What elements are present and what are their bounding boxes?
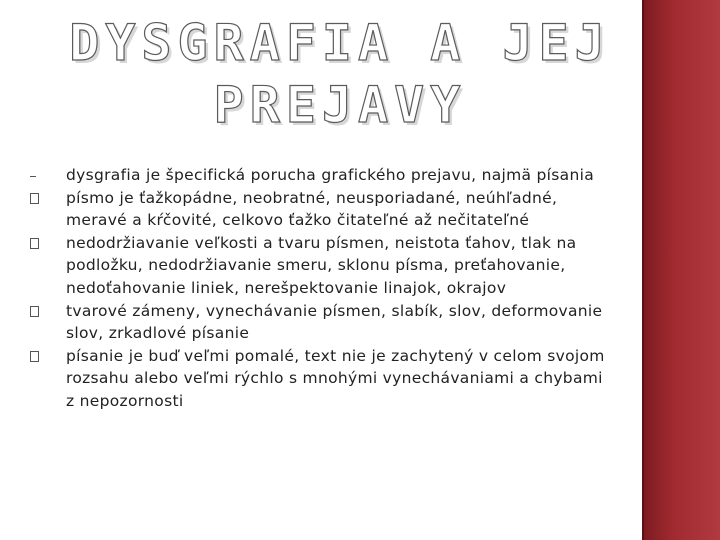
slide-title xyxy=(60,12,620,136)
box-bullet-icon xyxy=(30,238,39,249)
box-bullet-icon xyxy=(30,351,39,362)
slide-title-line-2: PREJAVY xyxy=(213,76,467,134)
list-item xyxy=(30,232,605,300)
list-item-text: dysgrafia je špecifická porucha grafického prejavu, najmä písania xyxy=(66,166,594,184)
list-item-text: tvarové zámeny, vynechávanie písmen, slabík, slov, deformovanie slov, zrkadlové písanie xyxy=(66,301,603,343)
list-item-text: písmo je ťažkopádne, neobratné, neusporiadané, neúhľadné, meravé a kŕčovité, celkovo ťažko čitateľné až nečitateľné xyxy=(66,188,558,230)
list-item xyxy=(30,345,605,413)
box-bullet-icon xyxy=(30,193,39,204)
sidebar-divider xyxy=(642,0,644,540)
list-item-text: písanie je buď veľmi pomalé, text nie je zachytený v celom svojom rozsahu alebo veľmi rýchlo s mnohými vynechávaniami a chybami z nepozornosti xyxy=(66,346,605,410)
slide-title-line-1: DYSGRAFIA A JEJ xyxy=(69,14,611,72)
list-item xyxy=(30,187,605,232)
box-bullet-icon xyxy=(30,306,39,317)
decorative-sidebar xyxy=(642,0,720,540)
dash-bullet-icon xyxy=(30,176,36,177)
list-item xyxy=(30,300,605,345)
list-item-text: nedodržiavanie veľkosti a tvaru písmen, neistota ťahov, tlak na podložku, nedodržiavanie smeru, sklonu písma, preťahovanie, nedoťahovanie liniek, nerešpektovanie linajok, okrajov xyxy=(66,233,577,297)
list-item xyxy=(30,164,605,187)
bullet-list xyxy=(30,164,605,413)
